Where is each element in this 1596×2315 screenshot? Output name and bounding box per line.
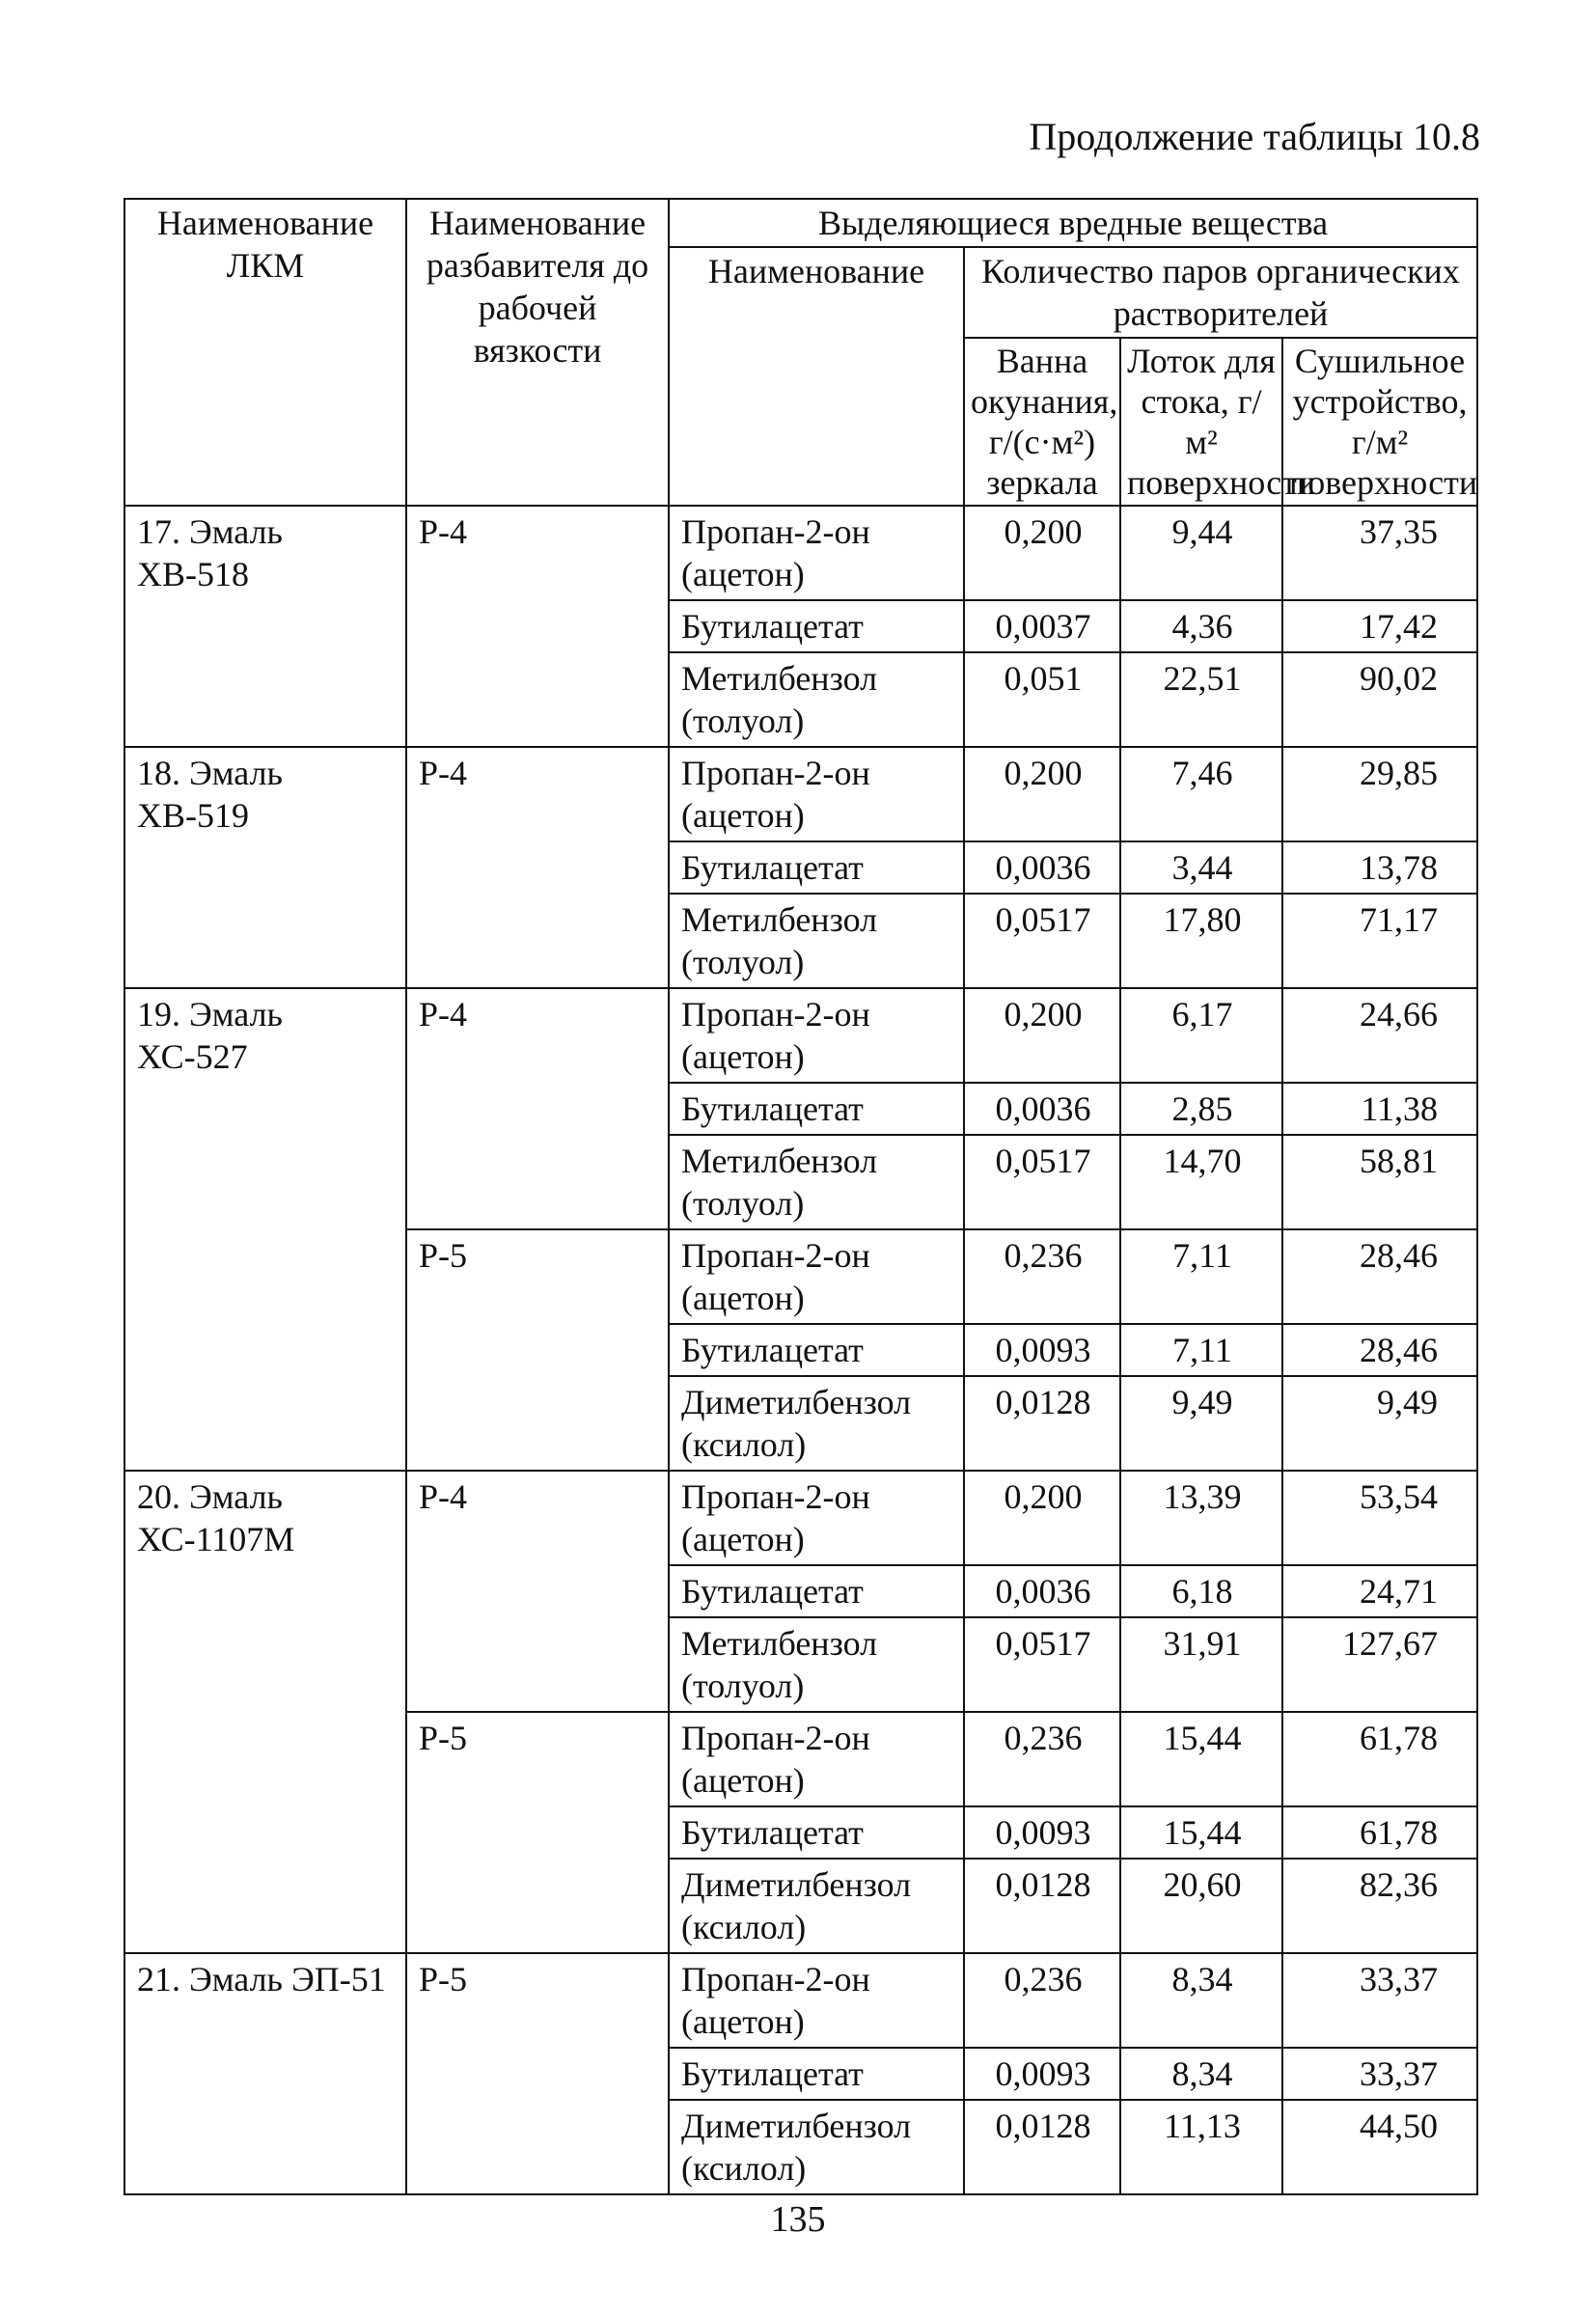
dip-bath-value: 0,0093 bbox=[964, 2048, 1120, 2100]
drain-tray-value: 20,60 bbox=[1120, 1859, 1282, 1953]
thinner-name-cell: Р-5 bbox=[406, 1229, 669, 1471]
substance-name-cell: Пропан-2-он (ацетон) bbox=[669, 1712, 964, 1806]
dryer-value: 37,35 bbox=[1282, 506, 1477, 600]
substance-name-cell: Метилбензол (толуол) bbox=[669, 1135, 964, 1229]
substance-name-cell: Диметилбензол (ксилол) bbox=[669, 1859, 964, 1953]
drain-tray-value: 2,85 bbox=[1120, 1083, 1282, 1135]
dryer-value: 17,42 bbox=[1282, 600, 1477, 652]
substance-name-cell: Пропан-2-он (ацетон) bbox=[669, 747, 964, 841]
dip-bath-value: 0,200 bbox=[964, 988, 1120, 1083]
header-dip-bath: Ванна окунания, г/(с·м²) зеркала bbox=[964, 338, 1120, 506]
substance-name-cell: Пропан-2-он (ацетон) bbox=[669, 506, 964, 600]
thinner-name-cell: Р-4 bbox=[406, 988, 669, 1229]
drain-tray-value: 17,80 bbox=[1120, 894, 1282, 988]
header-lkm: Наименование ЛКМ bbox=[124, 199, 406, 506]
dryer-value: 44,50 bbox=[1282, 2100, 1477, 2194]
header-harmful-substances: Выделяющиеся вредные вещества bbox=[669, 199, 1477, 247]
thinner-name-cell: Р-5 bbox=[406, 1712, 669, 1953]
table-row bbox=[124, 1953, 1477, 2048]
substance-name-cell: Бутилацетат bbox=[669, 600, 964, 652]
dryer-value: 127,67 bbox=[1282, 1617, 1477, 1712]
thinner-name-cell: Р-4 bbox=[406, 506, 669, 747]
dip-bath-value: 0,0517 bbox=[964, 1617, 1120, 1712]
dip-bath-value: 0,0517 bbox=[964, 894, 1120, 988]
drain-tray-value: 8,34 bbox=[1120, 1953, 1282, 2048]
substance-name-cell: Бутилацетат bbox=[669, 841, 964, 894]
dryer-value: 29,85 bbox=[1282, 747, 1477, 841]
dryer-value: 28,46 bbox=[1282, 1229, 1477, 1324]
drain-tray-value: 31,91 bbox=[1120, 1617, 1282, 1712]
lkm-name-cell: 21. Эмаль ЭП-51 bbox=[124, 1953, 406, 2194]
lkm-name-cell: 18. Эмаль ХВ-519 bbox=[124, 747, 406, 988]
drain-tray-value: 6,17 bbox=[1120, 988, 1282, 1083]
thinner-name-cell: Р-4 bbox=[406, 747, 669, 988]
drain-tray-value: 9,44 bbox=[1120, 506, 1282, 600]
dryer-value: 11,38 bbox=[1282, 1083, 1477, 1135]
substance-name-cell: Бутилацетат bbox=[669, 2048, 964, 2100]
emissions-table bbox=[124, 198, 1478, 2195]
dryer-value: 9,49 bbox=[1282, 1376, 1477, 1471]
drain-tray-value: 13,39 bbox=[1120, 1471, 1282, 1565]
substance-name-cell: Пропан-2-он (ацетон) bbox=[669, 1229, 964, 1324]
substance-name-cell: Пропан-2-он (ацетон) bbox=[669, 988, 964, 1083]
dip-bath-value: 0,200 bbox=[964, 506, 1120, 600]
drain-tray-value: 7,11 bbox=[1120, 1229, 1282, 1324]
dip-bath-value: 0,0093 bbox=[964, 1324, 1120, 1376]
header-solvent-vapors: Количество паров органических растворителей bbox=[964, 247, 1477, 338]
drain-tray-value: 11,13 bbox=[1120, 2100, 1282, 2194]
substance-name-cell: Диметилбензол (ксилол) bbox=[669, 2100, 964, 2194]
table-body bbox=[124, 506, 1477, 2194]
dip-bath-value: 0,051 bbox=[964, 652, 1120, 747]
page-number: 135 bbox=[770, 2199, 826, 2240]
table-row bbox=[124, 988, 1477, 1083]
substance-name-cell: Пропан-2-он (ацетон) bbox=[669, 1471, 964, 1565]
substance-name-cell: Бутилацетат bbox=[669, 1324, 964, 1376]
thinner-name-cell: Р-5 bbox=[406, 1953, 669, 2194]
drain-tray-value: 4,36 bbox=[1120, 600, 1282, 652]
thinner-name-cell: Р-4 bbox=[406, 1471, 669, 1712]
drain-tray-value: 7,11 bbox=[1120, 1324, 1282, 1376]
dryer-value: 82,36 bbox=[1282, 1859, 1477, 1953]
table-continuation-label: Продолжение таблицы 10.8 bbox=[1029, 115, 1480, 158]
substance-name-cell: Бутилацетат bbox=[669, 1806, 964, 1859]
dip-bath-value: 0,0037 bbox=[964, 600, 1120, 652]
dryer-value: 33,37 bbox=[1282, 2048, 1477, 2100]
dryer-value: 61,78 bbox=[1282, 1806, 1477, 1859]
header-dryer: Сушильное устройство, г/м² поверхности bbox=[1282, 338, 1477, 506]
dip-bath-value: 0,0036 bbox=[964, 1083, 1120, 1135]
dip-bath-value: 0,0128 bbox=[964, 2100, 1120, 2194]
dip-bath-value: 0,236 bbox=[964, 1229, 1120, 1324]
header-thinner: Наименование разбавителя до рабочей вязкости bbox=[406, 199, 669, 506]
dryer-value: 90,02 bbox=[1282, 652, 1477, 747]
substance-name-cell: Метилбензол (толуол) bbox=[669, 1617, 964, 1712]
dip-bath-value: 0,0517 bbox=[964, 1135, 1120, 1229]
substance-name-cell: Бутилацетат bbox=[669, 1083, 964, 1135]
dryer-value: 28,46 bbox=[1282, 1324, 1477, 1376]
drain-tray-value: 9,49 bbox=[1120, 1376, 1282, 1471]
table-row bbox=[124, 1471, 1477, 1565]
dryer-value: 33,37 bbox=[1282, 1953, 1477, 2048]
substance-name-cell: Диметилбензол (ксилол) bbox=[669, 1376, 964, 1471]
dip-bath-value: 0,0128 bbox=[964, 1859, 1120, 1953]
lkm-name-cell: 19. Эмаль ХС-527 bbox=[124, 988, 406, 1471]
drain-tray-value: 14,70 bbox=[1120, 1135, 1282, 1229]
dip-bath-value: 0,0036 bbox=[964, 841, 1120, 894]
dryer-value: 53,54 bbox=[1282, 1471, 1477, 1565]
lkm-name-cell: 20. Эмаль ХС-1107М bbox=[124, 1471, 406, 1953]
dryer-value: 13,78 bbox=[1282, 841, 1477, 894]
table-row bbox=[124, 506, 1477, 600]
substance-name-cell: Пропан-2-он (ацетон) bbox=[669, 1953, 964, 2048]
drain-tray-value: 15,44 bbox=[1120, 1806, 1282, 1859]
dryer-value: 24,66 bbox=[1282, 988, 1477, 1083]
dryer-value: 61,78 bbox=[1282, 1712, 1477, 1806]
dryer-value: 71,17 bbox=[1282, 894, 1477, 988]
dryer-value: 24,71 bbox=[1282, 1565, 1477, 1617]
header-substance-name: Наименование bbox=[669, 247, 964, 506]
dip-bath-value: 0,236 bbox=[964, 1712, 1120, 1806]
dip-bath-value: 0,200 bbox=[964, 747, 1120, 841]
dryer-value: 58,81 bbox=[1282, 1135, 1477, 1229]
substance-name-cell: Бутилацетат bbox=[669, 1565, 964, 1617]
drain-tray-value: 15,44 bbox=[1120, 1712, 1282, 1806]
substance-name-cell: Метилбензол (толуол) bbox=[669, 894, 964, 988]
drain-tray-value: 6,18 bbox=[1120, 1565, 1282, 1617]
drain-tray-value: 3,44 bbox=[1120, 841, 1282, 894]
drain-tray-value: 22,51 bbox=[1120, 652, 1282, 747]
lkm-name-cell: 17. Эмаль ХВ-518 bbox=[124, 506, 406, 747]
drain-tray-value: 7,46 bbox=[1120, 747, 1282, 841]
table-row bbox=[124, 747, 1477, 841]
dip-bath-value: 0,0128 bbox=[964, 1376, 1120, 1471]
dip-bath-value: 0,236 bbox=[964, 1953, 1120, 2048]
header-drain-tray: Лоток для стока, г/м² поверхности bbox=[1120, 338, 1282, 506]
dip-bath-value: 0,0036 bbox=[964, 1565, 1120, 1617]
substance-name-cell: Метилбензол (толуол) bbox=[669, 652, 964, 747]
drain-tray-value: 8,34 bbox=[1120, 2048, 1282, 2100]
dip-bath-value: 0,0093 bbox=[964, 1806, 1120, 1859]
table-header bbox=[124, 199, 1477, 506]
dip-bath-value: 0,200 bbox=[964, 1471, 1120, 1565]
